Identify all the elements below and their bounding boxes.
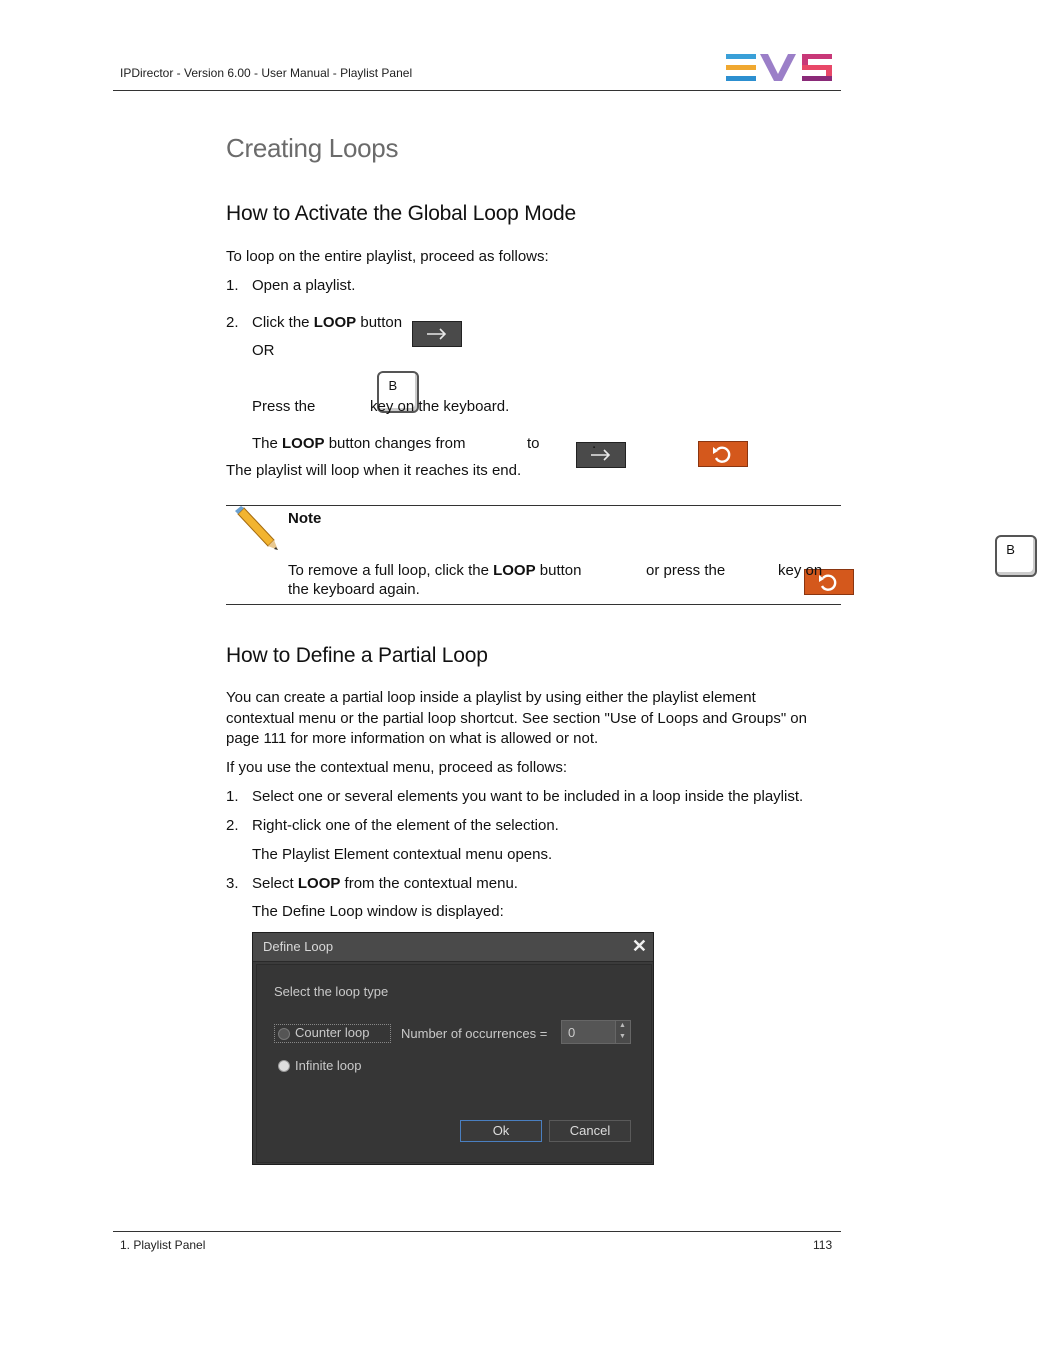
note-title: Note bbox=[288, 510, 322, 527]
paragraph-line: page 111 for more information on what is allowed or not. bbox=[226, 730, 599, 747]
cancel-button[interactable]: Cancel bbox=[549, 1120, 631, 1142]
press-text-end: key on the keyboard. bbox=[370, 398, 510, 415]
step-text: Click the LOOP button bbox=[252, 314, 403, 331]
step-number: 2. bbox=[226, 314, 239, 331]
step-number: 1. bbox=[226, 277, 239, 294]
stepper-buttons[interactable] bbox=[615, 1021, 630, 1043]
outro-text: The playlist will loop when it reaches its end. bbox=[226, 462, 522, 479]
page-number: 113 bbox=[813, 1238, 833, 1252]
step-number: 2. bbox=[226, 817, 239, 834]
evs-logo bbox=[726, 54, 834, 82]
occurrences-stepper[interactable] bbox=[561, 1020, 631, 1044]
to-text: to bbox=[527, 435, 540, 452]
footer-section: 1. Playlist Panel bbox=[120, 1238, 206, 1252]
note-bottom-rule bbox=[226, 604, 841, 605]
page-title: Creating Loops bbox=[226, 133, 399, 163]
step-text: Right-click one of the element of the selection. bbox=[252, 817, 559, 834]
footer-rule bbox=[113, 1231, 841, 1232]
arrow-right-icon bbox=[413, 322, 461, 346]
loop-button-on bbox=[698, 441, 748, 467]
note-top-rule bbox=[226, 505, 841, 506]
period: . bbox=[592, 435, 597, 452]
counter-loop-label: Counter loop bbox=[295, 1025, 370, 1040]
note-key-text: key on bbox=[778, 562, 823, 579]
dialog-body bbox=[256, 964, 652, 1163]
occurrences-value: 0 bbox=[568, 1025, 576, 1040]
paragraph: If you use the contextual menu, proceed as follows: bbox=[226, 759, 568, 776]
step-number: 3. bbox=[226, 875, 239, 892]
section-heading-partial-loop: How to Define a Partial Loop bbox=[226, 644, 488, 667]
header-title: IPDirector - Version 6.00 - User Manual - Playlist Panel bbox=[120, 66, 413, 80]
define-loop-dialog bbox=[252, 932, 654, 1165]
step-subtext: The Define Loop window is displayed: bbox=[252, 903, 504, 920]
dialog-title-bar bbox=[253, 933, 653, 962]
loop-button-off bbox=[576, 442, 626, 468]
counter-loop-option[interactable] bbox=[274, 1024, 391, 1043]
loop-button-off bbox=[412, 321, 462, 347]
close-icon[interactable]: ✕ bbox=[631, 936, 647, 956]
step-text: Select LOOP from the contextual menu. bbox=[252, 875, 518, 892]
press-text: Press the bbox=[252, 398, 316, 415]
step-text: Select one or several elements you want to be included in a loop inside the playlist. bbox=[252, 788, 804, 805]
dialog-title: Define Loop bbox=[263, 939, 334, 954]
ok-button[interactable]: Ok bbox=[460, 1120, 542, 1142]
step-subtext: The Playlist Element contextual menu opens. bbox=[252, 846, 553, 863]
paragraph-line: contextual menu or the partial loop shortcut. See section "Use of Loops and Groups" on bbox=[226, 710, 807, 727]
counter-loop-radio[interactable] bbox=[278, 1028, 290, 1040]
step-text: Open a playlist. bbox=[252, 277, 356, 294]
keyboard-key-b: B bbox=[995, 535, 1037, 577]
note-text: To remove a full loop, click the LOOP button bbox=[288, 562, 582, 579]
loop-type-prompt: Select the loop type bbox=[274, 984, 389, 999]
occurrences-label: Number of occurrences = bbox=[401, 1026, 548, 1041]
infinite-loop-label[interactable]: Infinite loop bbox=[295, 1058, 362, 1073]
infinite-loop-radio[interactable] bbox=[278, 1060, 290, 1072]
step-number: 1. bbox=[226, 788, 239, 805]
pencil-icon bbox=[232, 506, 280, 552]
section-heading-global-loop: How to Activate the Global Loop Mode bbox=[226, 202, 577, 225]
note-text-end: the keyboard again. bbox=[288, 581, 420, 598]
chevron-up-icon[interactable]: ▲ bbox=[619, 1022, 626, 1029]
keyboard-key-b: B bbox=[377, 371, 419, 413]
arrow-right-icon bbox=[577, 443, 625, 467]
loop-icon bbox=[699, 442, 747, 466]
header-rule bbox=[113, 90, 841, 91]
intro-text: To loop on the entire playlist, proceed as follows: bbox=[226, 248, 549, 265]
or-text: OR bbox=[252, 342, 275, 359]
changes-text: The LOOP button changes from bbox=[252, 435, 466, 452]
note-or-text: or press the bbox=[646, 562, 726, 579]
paragraph-line: You can create a partial loop inside a playlist by using either the playlist element bbox=[226, 689, 756, 706]
chevron-down-icon[interactable]: ▼ bbox=[619, 1033, 626, 1040]
